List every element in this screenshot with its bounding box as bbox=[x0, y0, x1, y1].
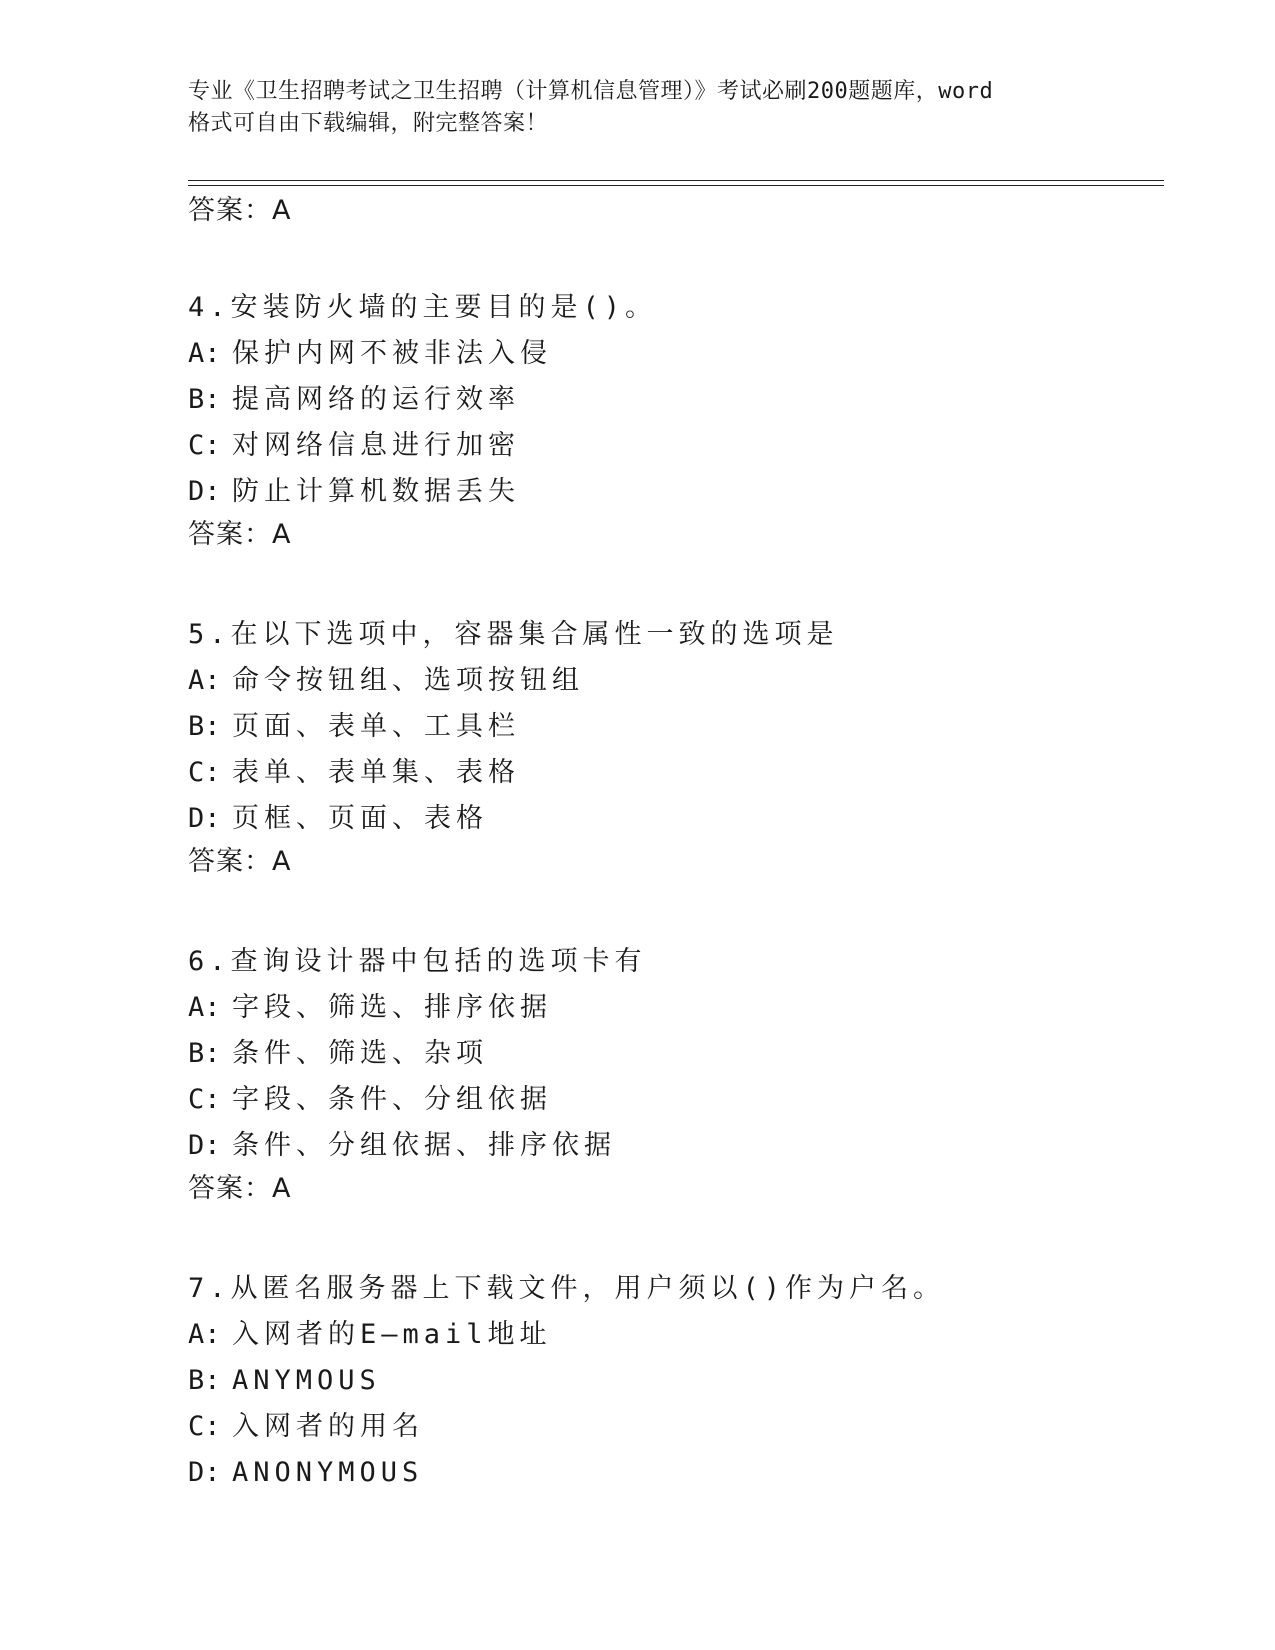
option-key: A: bbox=[188, 338, 221, 369]
option-text: 防止计算机数据丢失 bbox=[232, 476, 520, 507]
answer-label: 答案：A bbox=[188, 195, 292, 226]
option-key: A: bbox=[188, 665, 221, 696]
answer-label: 答案：A bbox=[188, 846, 292, 877]
option-d bbox=[188, 796, 1148, 842]
option-a bbox=[188, 1312, 1148, 1358]
option-b bbox=[188, 377, 1148, 423]
option-text: 条件、分组依据、排序依据 bbox=[232, 1130, 616, 1161]
question-title: 6.查询设计器中包括的选项卡有 bbox=[188, 946, 647, 977]
header-divider bbox=[188, 180, 1164, 186]
option-d bbox=[188, 1123, 1148, 1169]
option-text: 入网者的用名 bbox=[232, 1411, 424, 1442]
option-a bbox=[188, 331, 1148, 377]
option-d bbox=[188, 469, 1148, 515]
option-key: D: bbox=[188, 476, 221, 507]
option-text: 入网者的E—mail地址 bbox=[232, 1319, 552, 1350]
question-block bbox=[188, 1266, 1148, 1496]
question-list bbox=[188, 194, 1148, 1496]
option-key: B: bbox=[188, 1038, 221, 1069]
option-text: 条件、筛选、杂项 bbox=[232, 1038, 488, 1069]
option-b bbox=[188, 1031, 1148, 1077]
option-key: B: bbox=[188, 1365, 221, 1396]
option-c bbox=[188, 750, 1148, 796]
option-key: C: bbox=[188, 1084, 221, 1115]
question-block bbox=[188, 612, 1148, 882]
option-text: 表单、表单集、表格 bbox=[232, 757, 520, 788]
option-d bbox=[188, 1450, 1148, 1496]
option-key: C: bbox=[188, 1411, 221, 1442]
header-line-1: 专业《卫生招聘考试之卫生招聘（计算机信息管理）》考试必刷200题题库，word bbox=[188, 79, 994, 104]
question-title: 5.在以下选项中，容器集合属性一致的选项是 bbox=[188, 619, 839, 650]
option-c bbox=[188, 423, 1148, 469]
question-block bbox=[188, 939, 1148, 1209]
option-text: ANYMOUS bbox=[232, 1365, 381, 1396]
question-title: 4.安装防火墙的主要目的是()。 bbox=[188, 292, 658, 323]
option-key: A: bbox=[188, 992, 221, 1023]
option-text: 页框、页面、表格 bbox=[232, 803, 488, 834]
option-key: D: bbox=[188, 1130, 221, 1161]
answer-label: 答案：A bbox=[188, 519, 292, 550]
option-text: ANONYMOUS bbox=[232, 1457, 424, 1488]
option-key: C: bbox=[188, 757, 221, 788]
option-key: B: bbox=[188, 384, 221, 415]
option-key: C: bbox=[188, 430, 221, 461]
option-a bbox=[188, 658, 1148, 704]
question-block bbox=[188, 285, 1148, 555]
answer-label: 答案：A bbox=[188, 1173, 292, 1204]
option-key: A: bbox=[188, 1319, 221, 1350]
option-a bbox=[188, 985, 1148, 1031]
option-b bbox=[188, 704, 1148, 750]
option-key: B: bbox=[188, 711, 221, 742]
option-text: 对网络信息进行加密 bbox=[232, 430, 520, 461]
option-text: 命令按钮组、选项按钮组 bbox=[232, 665, 584, 696]
option-c bbox=[188, 1404, 1148, 1450]
question-title: 7.从匿名服务器上下载文件，用户须以()作为户名。 bbox=[188, 1273, 946, 1304]
option-text: 提高网络的运行效率 bbox=[232, 384, 520, 415]
option-c bbox=[188, 1077, 1148, 1123]
option-b bbox=[188, 1358, 1148, 1404]
header-line-2: 格式可自由下载编辑，附完整答案！ bbox=[188, 111, 549, 136]
document-header bbox=[188, 76, 1088, 140]
option-key: D: bbox=[188, 803, 221, 834]
option-key: D: bbox=[188, 1457, 221, 1488]
option-text: 页面、表单、工具栏 bbox=[232, 711, 520, 742]
option-text: 保护内网不被非法入侵 bbox=[232, 338, 552, 369]
option-text: 字段、条件、分组依据 bbox=[232, 1084, 552, 1115]
option-text: 字段、筛选、排序依据 bbox=[232, 992, 552, 1023]
